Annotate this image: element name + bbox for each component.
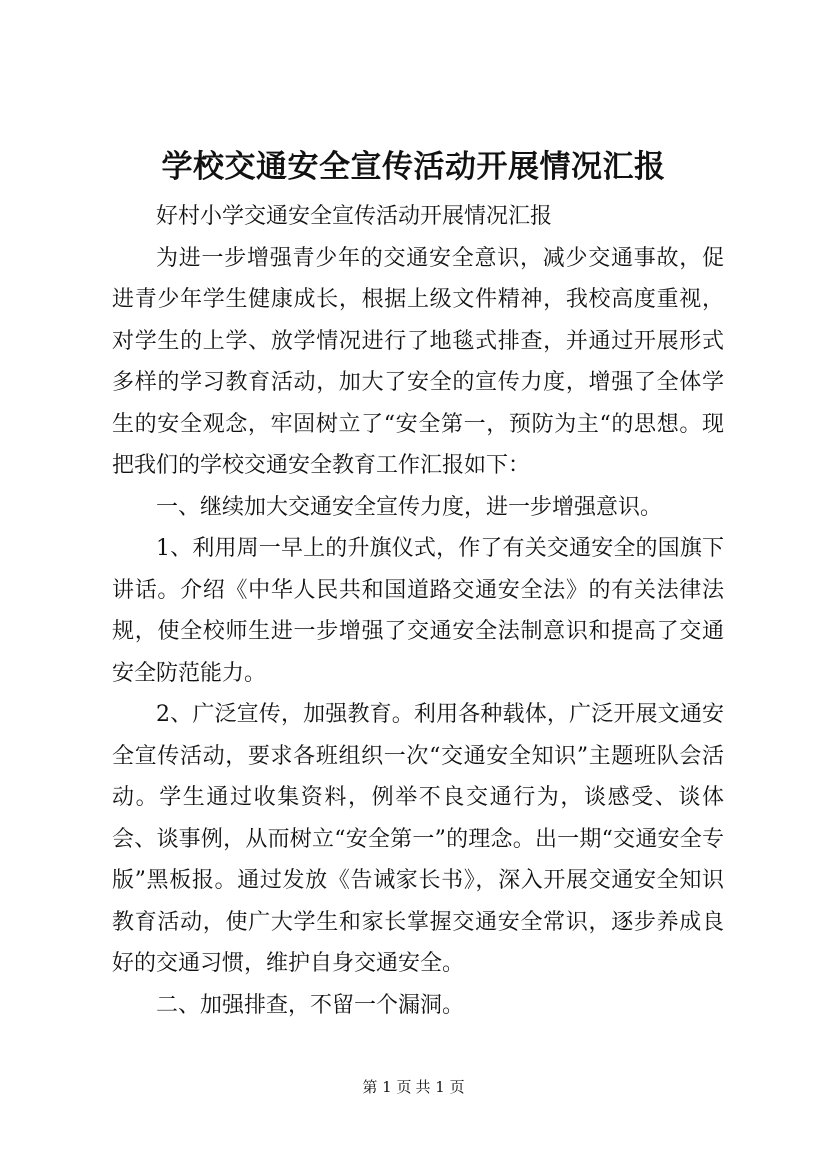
paragraph-introduction: 为进一步增强青少年的交通安全意识，减少交通事故，促进青少年学生健康成长，根据上级文件精神，我校高度重视，对学生的上学、放学情况进行了地毯式排查，并通过开展形式多样的学习教育活动，加大了安全的宣传力度，增强了全体学生的安全观念，牢固树立了“安全第一，预防为主“的思想。现把我们的学校交通安全教育工作汇报如下： — [112, 245, 724, 478]
paragraph-section-one-heading: 一、继续加大交通安全宣传力度，进一步增强意识。 — [156, 494, 663, 520]
page-number: 第 1 页 — [362, 1078, 412, 1096]
page-total: 共 1 页 — [415, 1078, 465, 1096]
paragraph-item-one: 1、利用周一早上的升旗仪式，作了有关交通安全的国旗下讲话。介绍《中华人民共和国道路交通安全法》的有关法律法规，使全校师生进一步增强了交通安全法制意识和提高了交通安全防范能力。 — [112, 536, 724, 686]
paragraph-item-two: 2、广泛宣传，加强教育。利用各种载体，广泛开展文通安全宣传活动，要求各班组织一次“交通安全知识”主题班队会活动。学生通过收集资料，例举不良交通行为，谈感受、谈体会、谈事例，从而树立“安全第一”的理念。出一期“交通安全专版”黑板报。通过发放《告诫家长书》，深入开展交通安全知识教育活动，使广大学生和家长掌握交通安全常识，逐步养成良好的交通习惯，维护自身交通安全。 — [112, 702, 724, 976]
page-footer — [0, 1077, 827, 1097]
paragraph-section-two-heading: 二、加强排查，不留一个漏洞。 — [156, 992, 465, 1018]
document-title: 学校交通安全宣传活动开展情况汇报 — [161, 149, 666, 185]
document-body — [112, 196, 724, 1026]
paragraph-school-heading: 好村小学交通安全宣传活动开展情况汇报 — [156, 204, 553, 229]
